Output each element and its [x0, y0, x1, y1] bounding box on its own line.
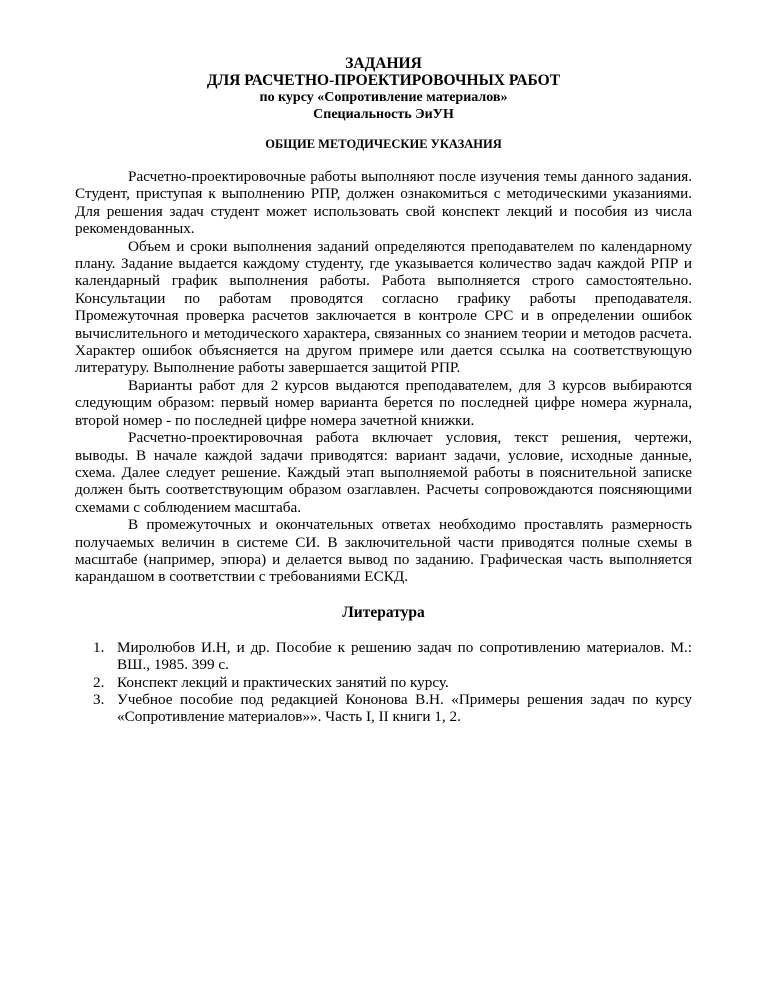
paragraph: Расчетно-проектировочная работа включает условия, текст решения, чертежи, выводы. В начале каждой задачи приводятся: вариант задачи, условие, исходные данные, схема. Далее следует решение. Каждый этап выполняемой работы в пояснительной записке должен быть соответствующим образом озаглавлен. Расчеты сопровождаются поясняющими схемами с соблюдением масштаба.	[75, 429, 692, 516]
literature-item-text: Конспект лекций и практических занятий по курсу.	[117, 673, 449, 691]
paragraph: Варианты работ для 2 курсов выдаются преподавателем, для 3 курсов выбираются следующим образом: первый номер варианта берется по последней цифре номера журнала, второй номер - по последней цифре номера зачетной книжки.	[75, 376, 692, 429]
literature-item-number: 2.	[93, 673, 105, 691]
specialty-line: Специальность ЭиУН	[313, 107, 454, 122]
literature-item	[75, 639, 692, 674]
paragraph: В промежуточных и окончательных ответах необходимо проставлять размерность получаемых величин в системе СИ. В заключительной части приводятся полные схемы в масштабе (например, эпюра) и делается вывод по заданию. Графическая часть выполняется карандашом в соответствии с требованиями ЕСКД.	[75, 516, 692, 586]
document-page	[75, 55, 692, 726]
literature-item-number: 1.	[93, 638, 105, 656]
literature-list	[75, 639, 692, 726]
section-body	[75, 168, 692, 586]
literature-item-text: Учебное пособие под редакцией Кононова В.Н. «Примеры решения задач по курсу «Сопротивление материалов»». Часть I, II книги 1, 2.	[117, 690, 692, 726]
paragraph: Объем и сроки выполнения заданий определяются преподавателем по календарному плану. Задание выдается каждому студенту, где указывается количество задач каждой РПР и календарный график выполнения работы. Работа выполняется строго самостоятельно. Консультации по работам проводятся согласно графику работы преподавателя. Промежуточная проверка расчетов заключается в контроле СРС и в определении ошибок вычислительного и методического характера, связанных со знанием теории и методов расчета. Характер ошибок объясняется на другом примере или дается ссылка на соответствующую литературу. Выполнение работы завершается защитой РПР.	[75, 237, 692, 377]
title-line-2: ДЛЯ РАСЧЕТНО-ПРОЕКТИРОВОЧНЫХ РАБОТ	[206, 72, 561, 89]
paragraph: Расчетно-проектировочные работы выполняют после изучения темы данного задания. Студент, приступая к выполнению РПР, должен ознакомиться с методическими указаниями. Для решения задач студент может использовать свой конспект лекций и пособия из числа рекомендованных.	[75, 168, 692, 238]
literature-item-number: 3.	[93, 690, 105, 708]
literature-item-text: Миролюбов И.Н, и др. Пособие к решению задач по сопротивлению материалов. М.: ВШ., 1985. 399 с.	[117, 638, 692, 674]
title-line-1: ЗАДАНИЯ	[345, 55, 422, 72]
document-title	[75, 55, 692, 123]
literature-heading: Литература	[342, 603, 425, 621]
literature-item	[75, 674, 692, 691]
course-line: по курсу «Сопротивление материалов»	[259, 90, 508, 105]
section-heading: ОБЩИЕ МЕТОДИЧЕСКИЕ УКАЗАНИЯ	[265, 137, 502, 151]
literature-item	[75, 691, 692, 726]
